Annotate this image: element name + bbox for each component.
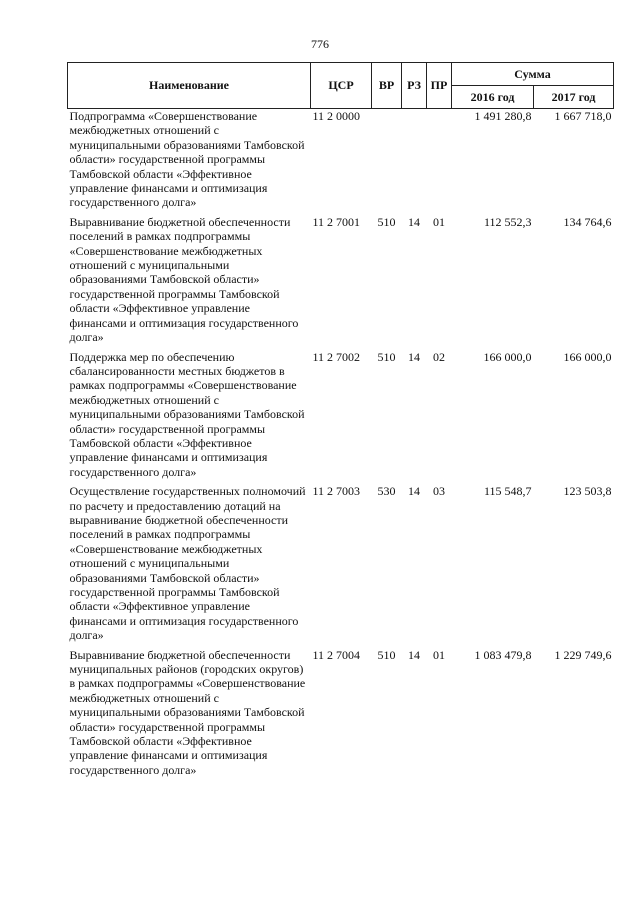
row-name: Подпрограмма «Совершенствование межбюджетных отношений с муниципальными образованиями Тамбовской области» государственной программы Тамбовской области «Эффективное управление финансами и оптимизация государственного долга»: [69, 109, 305, 210]
row-csr: 11 2 7004: [312, 647, 361, 662]
row-name: Выравнивание бюджетной обеспеченности муниципальных районов (городских округов) в рамках подпрограммы «Совершенствование межбюджетных отношений с муниципальными образованиями Тамбовской области» государственной программы Тамбовской области «Эффективное управление финансами и оптимизация государственного долга»: [69, 647, 306, 777]
row-vr: 510: [377, 647, 396, 662]
row-rz: [402, 109, 427, 215]
row-sum-2016: 112 552,3: [483, 214, 532, 229]
row-sum-2016: 166 000,0: [483, 349, 532, 364]
header-sum: Сумма: [452, 63, 614, 86]
row-sum-2017: 134 764,6: [563, 214, 612, 229]
header-csr: ЦСР: [311, 63, 372, 109]
header-pr: ПР: [427, 63, 452, 109]
row-name: Выравнивание бюджетной обеспеченности поселений в рамках подпрограммы «Совершенствование межбюджетных отношений с муниципальными образованиями Тамбовской области» государственной программы Тамбовской области «Эффективное управление финансами и оптимизация государственного долга»: [69, 214, 299, 345]
table-row: [68, 215, 614, 350]
row-sum-2016: 115 548,7: [483, 484, 532, 499]
row-rz: 14: [408, 484, 420, 499]
table-row: [68, 109, 614, 215]
row-name: Поддержка мер по обеспечению сбалансированности местных бюджетов в рамках подпрограммы «Совершенствование межбюджетных отношений с муниципальными образованиями Тамбовской области» государственной программы Тамбовской области «Эффективное управление финансами и оптимизация государственного долга»: [69, 349, 305, 479]
table-row: [68, 350, 614, 485]
row-rz: 14: [408, 647, 420, 662]
row-csr: 11 2 7001: [312, 214, 361, 229]
budget-table: [67, 62, 614, 782]
row-pr: 03: [433, 484, 445, 499]
row-vr: [372, 109, 402, 215]
table-row: [68, 484, 614, 647]
row-csr: 11 2 7003: [312, 484, 361, 499]
row-rz: 14: [408, 349, 420, 364]
row-sum-2017: 1 229 749,6: [554, 647, 612, 662]
header-vr: ВР: [372, 63, 402, 109]
row-sum-2016: 1 083 479,8: [474, 647, 532, 662]
row-vr: 530: [377, 484, 396, 499]
row-sum-2016: 1 491 280,8: [474, 109, 532, 123]
row-sum-2017: 1 667 718,0: [554, 109, 612, 123]
table-header: [68, 63, 614, 109]
header-year-2016: 2016 год: [452, 86, 534, 109]
row-pr: 02: [433, 349, 445, 364]
row-csr: 11 2 0000: [312, 109, 361, 123]
header-rz: РЗ: [402, 63, 427, 109]
table-row: [68, 648, 614, 783]
row-vr: 510: [377, 214, 396, 229]
row-sum-2017: 166 000,0: [563, 349, 612, 364]
row-rz: 14: [408, 214, 420, 229]
row-name: Осуществление государственных полномочий по расчету и предоставлению дотаций на выравнивание бюджетной обеспеченности поселений в рамках подпрограммы «Совершенствование межбюджетных отношений с муниципальными образованиями Тамбовской области» государственной программы Тамбовской области «Эффективное управление финансами и оптимизация государственного долга»: [69, 484, 306, 643]
page-number: 776: [311, 37, 329, 51]
header-year-2017: 2017 год: [534, 86, 614, 109]
row-pr: 01: [433, 647, 445, 662]
row-vr: 510: [377, 349, 396, 364]
header-name: Наименование: [68, 63, 311, 109]
row-pr: [427, 109, 452, 215]
table-body: [68, 109, 614, 783]
row-sum-2017: 123 503,8: [563, 484, 612, 499]
row-pr: 01: [433, 214, 445, 229]
row-csr: 11 2 7002: [312, 349, 361, 364]
